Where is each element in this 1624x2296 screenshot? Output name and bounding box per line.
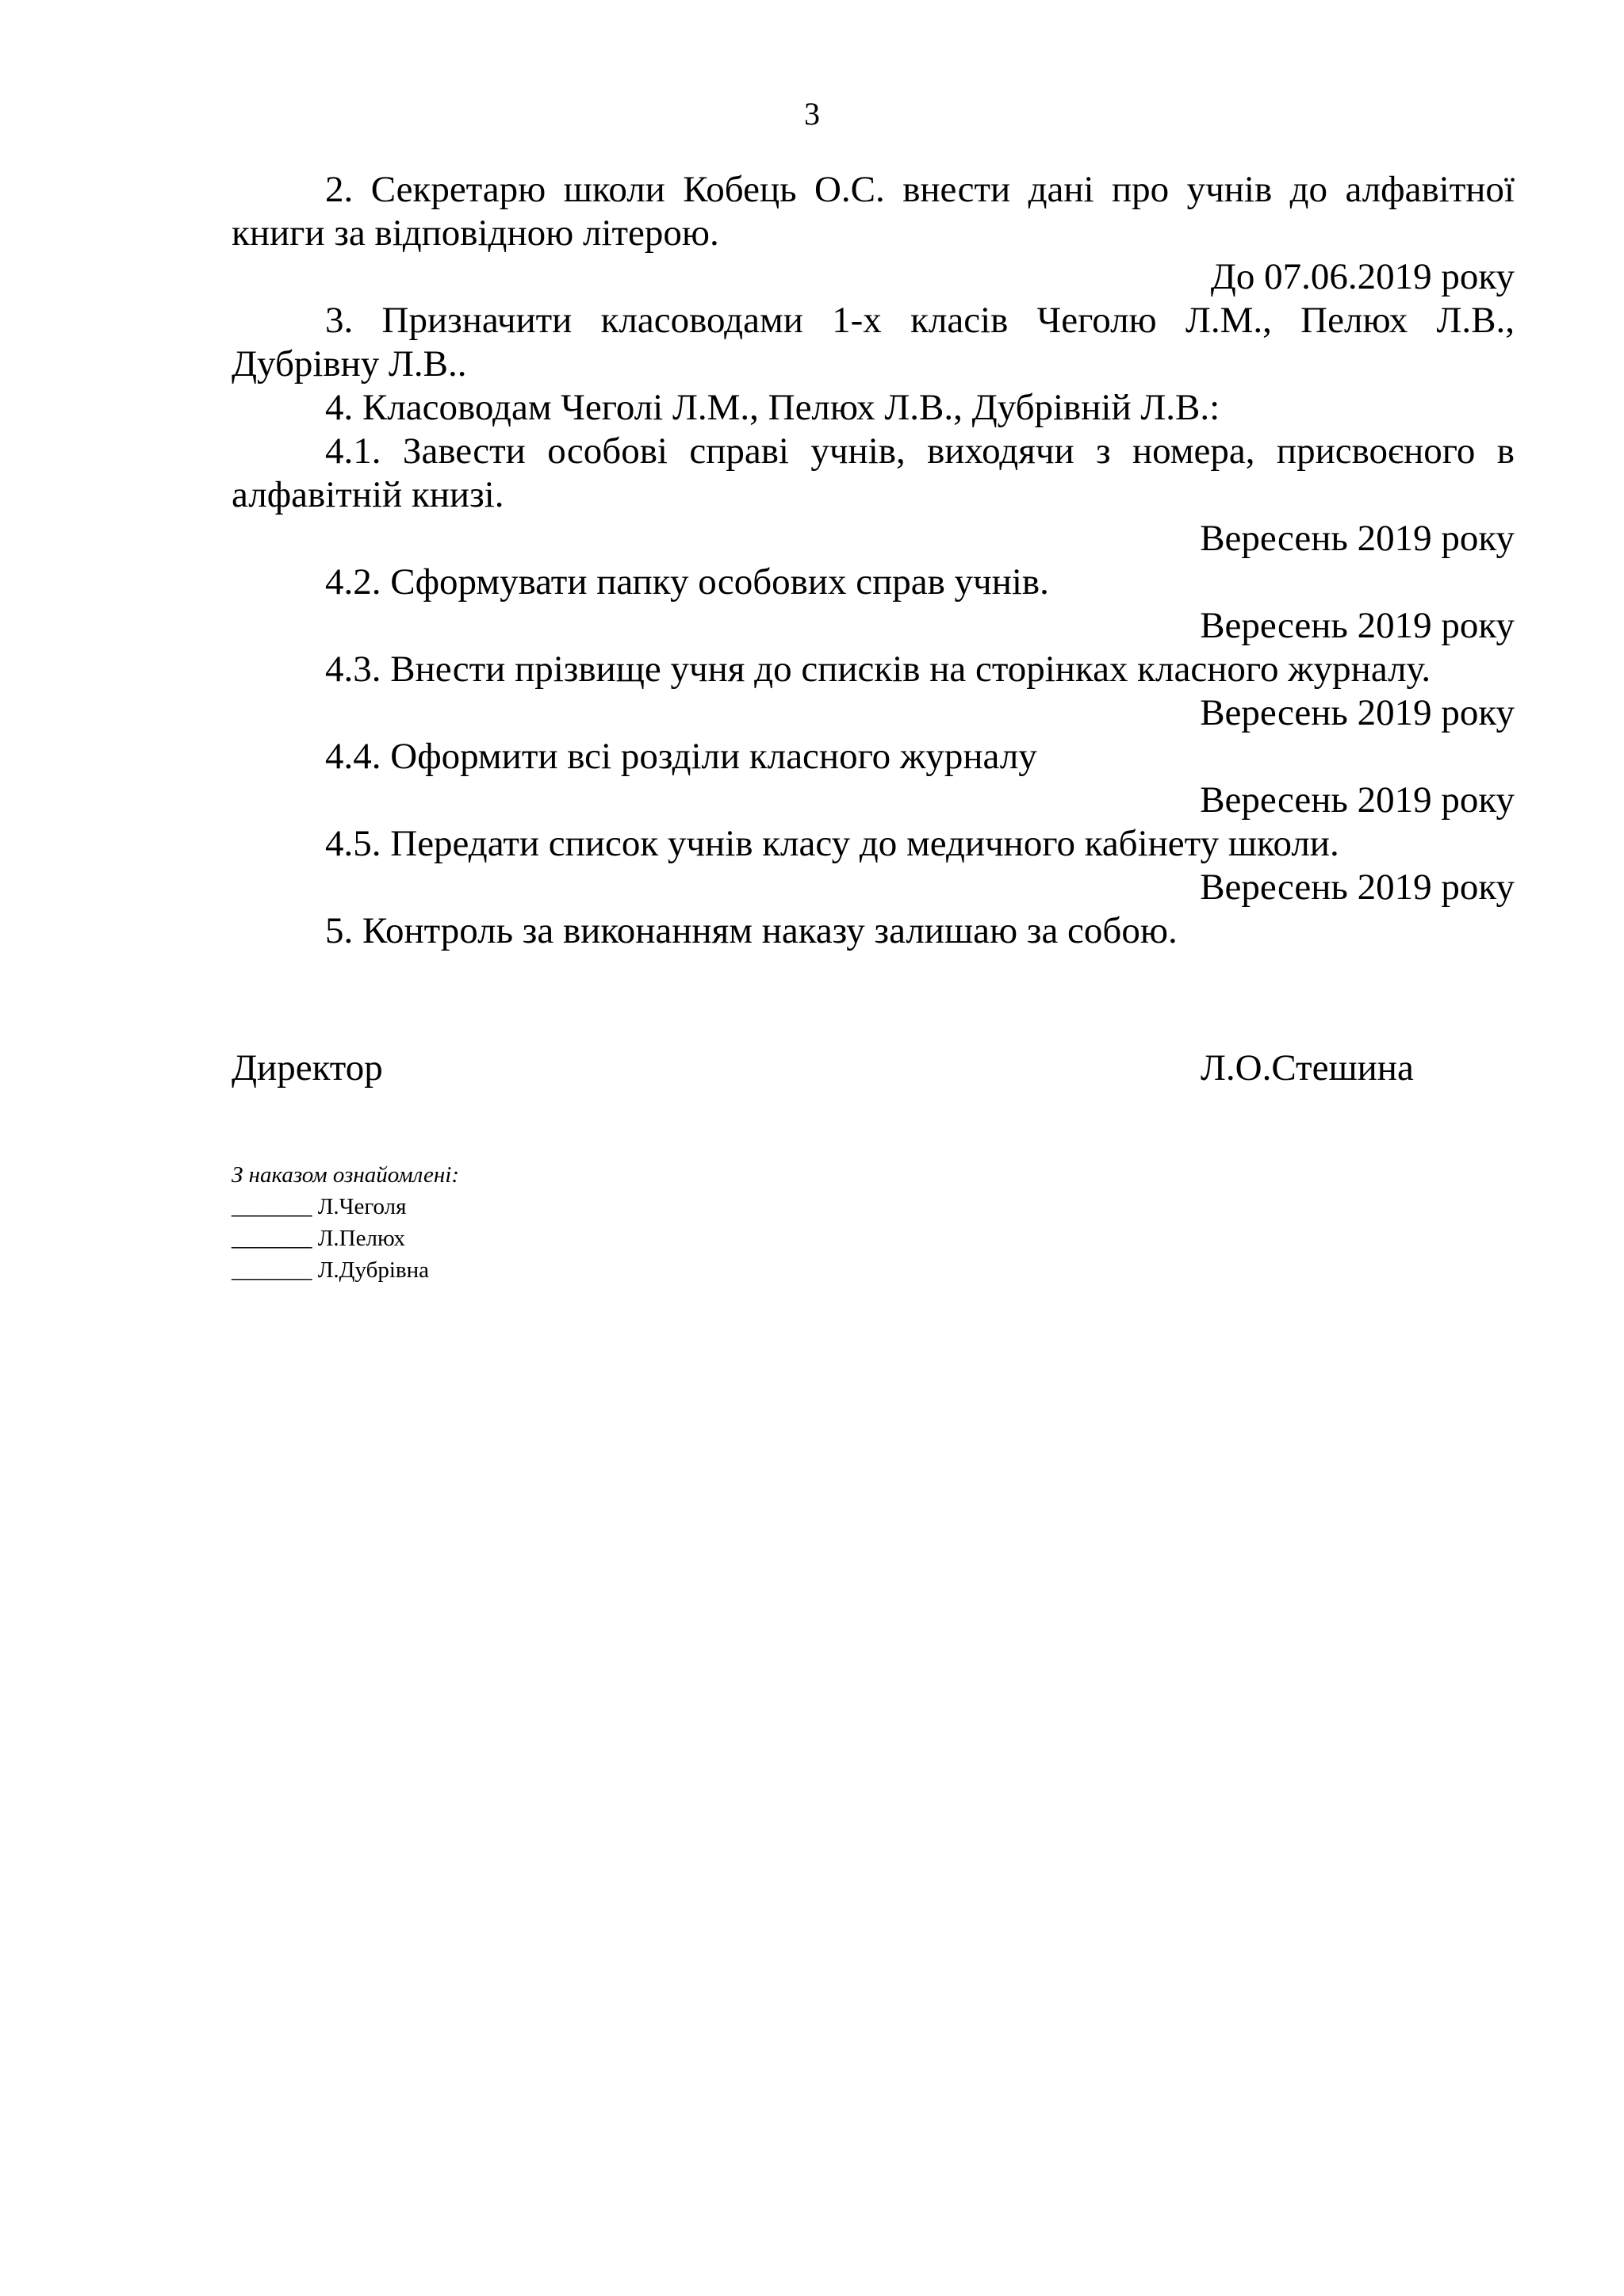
paragraph-item-4-1: 4.1. Завести особові справі учнів, виходячи з номера, присвоєного в алфавітній книзі. bbox=[232, 430, 1515, 515]
acquainted-heading: З наказом ознайомлені: bbox=[232, 1162, 459, 1188]
document-body bbox=[232, 168, 1515, 953]
signature-blank: _______ bbox=[232, 1257, 318, 1283]
paragraph-item-5: 5. Контроль за виконанням наказу залишаю за собою. bbox=[325, 910, 1178, 951]
acquainted-line bbox=[232, 1254, 787, 1286]
acquainted-line bbox=[232, 1191, 787, 1223]
acquainted-line bbox=[232, 1223, 787, 1254]
signature-name: Л.О.Стешина bbox=[1201, 1047, 1414, 1089]
paragraph-item-2: 2. Секретарю школи Кобець О.С. внести дані про учнів до алфавітної книги за відповідною літерою. bbox=[232, 169, 1515, 254]
deadline-item-4-3: Вересень 2019 року bbox=[1200, 692, 1515, 733]
paragraph-item-3: 3. Призначити класоводами 1-х класів Чеголю Л.М., Пелюх Л.В., Дубрівну Л.В.. bbox=[232, 300, 1515, 385]
signature-title: Директор bbox=[232, 1047, 383, 1089]
paragraph-item-4-3: 4.3. Внести прізвище учня до списків на сторінках класного журналу. bbox=[325, 649, 1431, 690]
paragraph-item-4-4: 4.4. Оформити всі розділи класного журналу bbox=[325, 736, 1037, 777]
signature-blank: _______ bbox=[232, 1194, 318, 1219]
paragraph-item-4-2: 4.2. Сформувати папку особових справ учнів. bbox=[325, 561, 1049, 603]
signature-blank: _______ bbox=[232, 1226, 318, 1251]
acquainted-name: Л.Пелюх bbox=[317, 1226, 405, 1251]
acquainted-name: Л.Чеголя bbox=[317, 1194, 407, 1219]
deadline-item-4-4: Вересень 2019 року bbox=[1200, 779, 1515, 821]
paragraph-item-4: 4. Класоводам Чеголі Л.М., Пелюх Л.В., Дубрівній Л.В.: bbox=[325, 387, 1220, 428]
acquainted-block bbox=[232, 1159, 787, 1286]
deadline-item-4-1: Вересень 2019 року bbox=[1200, 518, 1515, 559]
page-number: 3 bbox=[804, 96, 820, 132]
deadline-item-4-2: Вересень 2019 року bbox=[1200, 605, 1515, 646]
paragraph-item-4-5: 4.5. Передати список учнів класу до медичного кабінету школи. bbox=[325, 823, 1339, 864]
acquainted-name: Л.Дубрівна bbox=[317, 1257, 429, 1283]
deadline-item-4-5: Вересень 2019 року bbox=[1200, 867, 1515, 908]
deadline-item-2: До 07.06.2019 року bbox=[1210, 256, 1515, 297]
